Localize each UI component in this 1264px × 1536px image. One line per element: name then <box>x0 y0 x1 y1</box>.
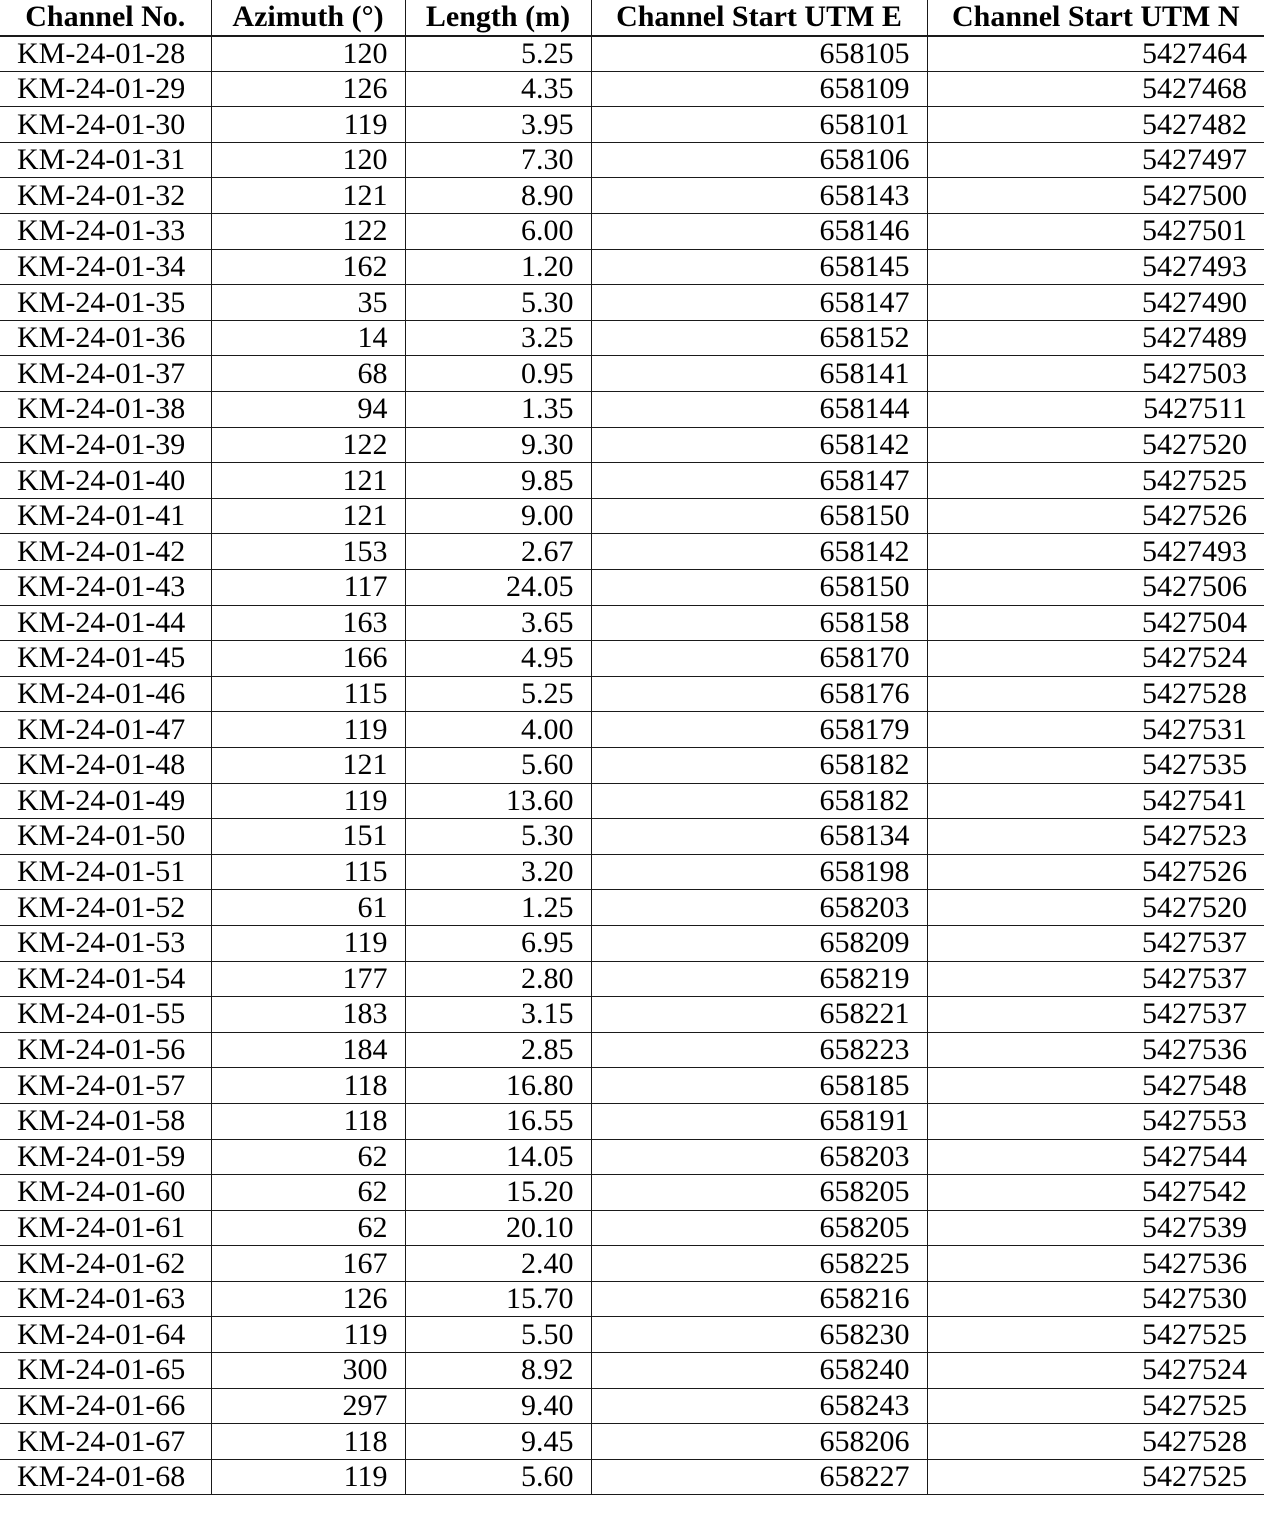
cell-azimuth: 153 <box>211 534 405 570</box>
cell-length: 16.80 <box>405 1068 591 1104</box>
header-utm-e: Channel Start UTM E <box>591 0 927 36</box>
cell-azimuth: 120 <box>211 142 405 178</box>
cell-length: 1.35 <box>405 392 591 428</box>
cell-azimuth: 119 <box>211 107 405 143</box>
table-row <box>0 249 1264 285</box>
cell-utm-e: 658198 <box>591 854 927 890</box>
cell-azimuth: 62 <box>211 1175 405 1211</box>
cell-utm-n: 5427548 <box>927 1068 1264 1104</box>
cell-channel-no: KM-24-01-47 <box>0 712 211 748</box>
cell-azimuth: 119 <box>211 1317 405 1353</box>
table-row <box>0 1139 1264 1175</box>
cell-channel-no: KM-24-01-46 <box>0 676 211 712</box>
cell-utm-n: 5427525 <box>927 463 1264 499</box>
cell-utm-e: 658221 <box>591 997 927 1033</box>
cell-length: 2.80 <box>405 961 591 997</box>
cell-length: 3.65 <box>405 605 591 641</box>
cell-utm-e: 658179 <box>591 712 927 748</box>
cell-length: 0.95 <box>405 356 591 392</box>
cell-utm-n: 5427490 <box>927 285 1264 321</box>
cell-length: 9.45 <box>405 1424 591 1460</box>
cell-utm-n: 5427531 <box>927 712 1264 748</box>
cell-utm-e: 658147 <box>591 463 927 499</box>
table-row <box>0 107 1264 143</box>
table-row <box>0 214 1264 250</box>
cell-channel-no: KM-24-01-44 <box>0 605 211 641</box>
table-row <box>0 890 1264 926</box>
cell-utm-n: 5427544 <box>927 1139 1264 1175</box>
cell-utm-n: 5427493 <box>927 249 1264 285</box>
cell-azimuth: 117 <box>211 570 405 606</box>
cell-azimuth: 119 <box>211 925 405 961</box>
cell-utm-n: 5427537 <box>927 997 1264 1033</box>
table-row <box>0 1353 1264 1389</box>
table-row <box>0 1246 1264 1282</box>
cell-channel-no: KM-24-01-51 <box>0 854 211 890</box>
table-body <box>0 36 1264 1495</box>
cell-azimuth: 62 <box>211 1139 405 1175</box>
cell-utm-n: 5427524 <box>927 1353 1264 1389</box>
cell-utm-e: 658225 <box>591 1246 927 1282</box>
cell-channel-no: KM-24-01-34 <box>0 249 211 285</box>
cell-channel-no: KM-24-01-41 <box>0 498 211 534</box>
cell-utm-e: 658206 <box>591 1424 927 1460</box>
cell-azimuth: 126 <box>211 1281 405 1317</box>
cell-channel-no: KM-24-01-55 <box>0 997 211 1033</box>
cell-utm-e: 658205 <box>591 1175 927 1211</box>
cell-utm-n: 5427520 <box>927 427 1264 463</box>
table-row <box>0 997 1264 1033</box>
cell-azimuth: 14 <box>211 320 405 356</box>
cell-length: 15.70 <box>405 1281 591 1317</box>
cell-channel-no: KM-24-01-38 <box>0 392 211 428</box>
cell-utm-n: 5427489 <box>927 320 1264 356</box>
table-row <box>0 463 1264 499</box>
cell-channel-no: KM-24-01-31 <box>0 142 211 178</box>
cell-channel-no: KM-24-01-65 <box>0 1353 211 1389</box>
cell-length: 2.40 <box>405 1246 591 1282</box>
cell-azimuth: 115 <box>211 676 405 712</box>
table-row <box>0 392 1264 428</box>
cell-azimuth: 115 <box>211 854 405 890</box>
cell-utm-n: 5427536 <box>927 1246 1264 1282</box>
table-row <box>0 641 1264 677</box>
cell-utm-n: 5427553 <box>927 1103 1264 1139</box>
cell-length: 3.20 <box>405 854 591 890</box>
cell-length: 5.60 <box>405 1459 591 1495</box>
cell-utm-e: 658203 <box>591 1139 927 1175</box>
cell-utm-n: 5427537 <box>927 961 1264 997</box>
cell-length: 15.20 <box>405 1175 591 1211</box>
header-row <box>0 0 1264 36</box>
cell-utm-e: 658145 <box>591 249 927 285</box>
cell-utm-n: 5427524 <box>927 641 1264 677</box>
cell-utm-e: 658227 <box>591 1459 927 1495</box>
cell-azimuth: 68 <box>211 356 405 392</box>
cell-channel-no: KM-24-01-49 <box>0 783 211 819</box>
cell-azimuth: 62 <box>211 1210 405 1246</box>
cell-utm-n: 5427468 <box>927 71 1264 107</box>
cell-channel-no: KM-24-01-57 <box>0 1068 211 1104</box>
cell-utm-n: 5427542 <box>927 1175 1264 1211</box>
cell-channel-no: KM-24-01-64 <box>0 1317 211 1353</box>
table-row <box>0 676 1264 712</box>
cell-azimuth: 151 <box>211 819 405 855</box>
cell-utm-e: 658243 <box>591 1388 927 1424</box>
cell-utm-n: 5427530 <box>927 1281 1264 1317</box>
cell-channel-no: KM-24-01-66 <box>0 1388 211 1424</box>
cell-length: 4.95 <box>405 641 591 677</box>
table-row <box>0 1317 1264 1353</box>
cell-utm-e: 658205 <box>591 1210 927 1246</box>
cell-azimuth: 121 <box>211 178 405 214</box>
cell-utm-n: 5427525 <box>927 1388 1264 1424</box>
cell-channel-no: KM-24-01-67 <box>0 1424 211 1460</box>
table-row <box>0 36 1264 72</box>
cell-utm-e: 658170 <box>591 641 927 677</box>
table-row <box>0 498 1264 534</box>
cell-length: 24.05 <box>405 570 591 606</box>
cell-azimuth: 121 <box>211 498 405 534</box>
table-row <box>0 1281 1264 1317</box>
cell-utm-n: 5427528 <box>927 1424 1264 1460</box>
cell-utm-e: 658142 <box>591 427 927 463</box>
cell-channel-no: KM-24-01-53 <box>0 925 211 961</box>
cell-utm-e: 658147 <box>591 285 927 321</box>
table-row <box>0 427 1264 463</box>
table-row <box>0 534 1264 570</box>
cell-utm-e: 658219 <box>591 961 927 997</box>
cell-azimuth: 122 <box>211 214 405 250</box>
cell-length: 5.25 <box>405 676 591 712</box>
cell-length: 9.30 <box>405 427 591 463</box>
cell-utm-e: 658143 <box>591 178 927 214</box>
table-row <box>0 142 1264 178</box>
cell-utm-e: 658144 <box>591 392 927 428</box>
table-row <box>0 712 1264 748</box>
cell-length: 5.30 <box>405 819 591 855</box>
table-row <box>0 356 1264 392</box>
cell-length: 13.60 <box>405 783 591 819</box>
cell-utm-e: 658142 <box>591 534 927 570</box>
cell-azimuth: 122 <box>211 427 405 463</box>
cell-azimuth: 183 <box>211 997 405 1033</box>
cell-azimuth: 162 <box>211 249 405 285</box>
table-row <box>0 605 1264 641</box>
table-row <box>0 178 1264 214</box>
cell-utm-e: 658134 <box>591 819 927 855</box>
header-utm-n: Channel Start UTM N <box>927 0 1264 36</box>
cell-channel-no: KM-24-01-59 <box>0 1139 211 1175</box>
table-row <box>0 925 1264 961</box>
cell-utm-n: 5427537 <box>927 925 1264 961</box>
cell-azimuth: 119 <box>211 712 405 748</box>
cell-utm-n: 5427503 <box>927 356 1264 392</box>
table-row <box>0 747 1264 783</box>
cell-utm-n: 5427493 <box>927 534 1264 570</box>
cell-channel-no: KM-24-01-33 <box>0 214 211 250</box>
cell-channel-no: KM-24-01-37 <box>0 356 211 392</box>
cell-azimuth: 121 <box>211 463 405 499</box>
cell-length: 6.00 <box>405 214 591 250</box>
cell-length: 3.15 <box>405 997 591 1033</box>
cell-utm-n: 5427511 <box>927 392 1264 428</box>
cell-utm-n: 5427500 <box>927 178 1264 214</box>
cell-azimuth: 163 <box>211 605 405 641</box>
cell-azimuth: 118 <box>211 1424 405 1460</box>
table-row <box>0 783 1264 819</box>
cell-utm-e: 658230 <box>591 1317 927 1353</box>
cell-length: 2.67 <box>405 534 591 570</box>
header-azimuth: Azimuth (°) <box>211 0 405 36</box>
cell-channel-no: KM-24-01-60 <box>0 1175 211 1211</box>
table-row <box>0 1388 1264 1424</box>
cell-length: 5.50 <box>405 1317 591 1353</box>
table-row <box>0 854 1264 890</box>
cell-utm-n: 5427482 <box>927 107 1264 143</box>
cell-utm-e: 658240 <box>591 1353 927 1389</box>
cell-azimuth: 121 <box>211 747 405 783</box>
cell-length: 9.00 <box>405 498 591 534</box>
cell-length: 2.85 <box>405 1032 591 1068</box>
cell-azimuth: 167 <box>211 1246 405 1282</box>
cell-length: 5.30 <box>405 285 591 321</box>
cell-utm-e: 658203 <box>591 890 927 926</box>
cell-channel-no: KM-24-01-48 <box>0 747 211 783</box>
cell-utm-n: 5427528 <box>927 676 1264 712</box>
cell-utm-e: 658101 <box>591 107 927 143</box>
cell-utm-n: 5427539 <box>927 1210 1264 1246</box>
cell-utm-n: 5427497 <box>927 142 1264 178</box>
cell-azimuth: 118 <box>211 1068 405 1104</box>
cell-utm-e: 658109 <box>591 71 927 107</box>
cell-channel-no: KM-24-01-45 <box>0 641 211 677</box>
header-channel-no: Channel No. <box>0 0 211 36</box>
table-row <box>0 285 1264 321</box>
cell-azimuth: 61 <box>211 890 405 926</box>
table-row <box>0 1103 1264 1139</box>
cell-length: 3.25 <box>405 320 591 356</box>
cell-channel-no: KM-24-01-29 <box>0 71 211 107</box>
cell-utm-n: 5427526 <box>927 854 1264 890</box>
table-row <box>0 1032 1264 1068</box>
cell-length: 9.85 <box>405 463 591 499</box>
cell-utm-n: 5427541 <box>927 783 1264 819</box>
cell-length: 8.92 <box>405 1353 591 1389</box>
cell-utm-e: 658141 <box>591 356 927 392</box>
cell-utm-n: 5427536 <box>927 1032 1264 1068</box>
cell-channel-no: KM-24-01-50 <box>0 819 211 855</box>
cell-utm-n: 5427520 <box>927 890 1264 926</box>
cell-utm-e: 658191 <box>591 1103 927 1139</box>
cell-azimuth: 119 <box>211 1459 405 1495</box>
cell-channel-no: KM-24-01-62 <box>0 1246 211 1282</box>
cell-utm-e: 658146 <box>591 214 927 250</box>
cell-azimuth: 184 <box>211 1032 405 1068</box>
cell-channel-no: KM-24-01-42 <box>0 534 211 570</box>
cell-channel-no: KM-24-01-35 <box>0 285 211 321</box>
table-row <box>0 819 1264 855</box>
cell-utm-n: 5427464 <box>927 36 1264 72</box>
cell-utm-e: 658223 <box>591 1032 927 1068</box>
cell-utm-e: 658152 <box>591 320 927 356</box>
cell-utm-e: 658150 <box>591 570 927 606</box>
cell-channel-no: KM-24-01-63 <box>0 1281 211 1317</box>
table-row <box>0 1459 1264 1495</box>
table-row <box>0 1424 1264 1460</box>
table-row <box>0 1175 1264 1211</box>
cell-azimuth: 297 <box>211 1388 405 1424</box>
cell-utm-e: 658185 <box>591 1068 927 1104</box>
cell-utm-e: 658158 <box>591 605 927 641</box>
cell-channel-no: KM-24-01-28 <box>0 36 211 72</box>
cell-length: 16.55 <box>405 1103 591 1139</box>
cell-azimuth: 166 <box>211 641 405 677</box>
table-header <box>0 0 1264 36</box>
cell-channel-no: KM-24-01-32 <box>0 178 211 214</box>
cell-length: 4.35 <box>405 71 591 107</box>
cell-channel-no: KM-24-01-52 <box>0 890 211 926</box>
cell-azimuth: 119 <box>211 783 405 819</box>
cell-length: 5.25 <box>405 36 591 72</box>
cell-utm-e: 658216 <box>591 1281 927 1317</box>
table-row <box>0 1210 1264 1246</box>
cell-azimuth: 94 <box>211 392 405 428</box>
cell-utm-e: 658182 <box>591 783 927 819</box>
cell-utm-n: 5427523 <box>927 819 1264 855</box>
cell-length: 8.90 <box>405 178 591 214</box>
header-length: Length (m) <box>405 0 591 36</box>
table-row <box>0 570 1264 606</box>
cell-utm-e: 658105 <box>591 36 927 72</box>
cell-channel-no: KM-24-01-40 <box>0 463 211 499</box>
cell-channel-no: KM-24-01-56 <box>0 1032 211 1068</box>
cell-azimuth: 118 <box>211 1103 405 1139</box>
cell-utm-n: 5427525 <box>927 1459 1264 1495</box>
table-row <box>0 1068 1264 1104</box>
cell-utm-e: 658176 <box>591 676 927 712</box>
cell-length: 6.95 <box>405 925 591 961</box>
cell-channel-no: KM-24-01-61 <box>0 1210 211 1246</box>
table-row <box>0 320 1264 356</box>
cell-length: 1.25 <box>405 890 591 926</box>
cell-length: 20.10 <box>405 1210 591 1246</box>
table-row <box>0 71 1264 107</box>
cell-azimuth: 126 <box>211 71 405 107</box>
cell-utm-n: 5427526 <box>927 498 1264 534</box>
cell-azimuth: 120 <box>211 36 405 72</box>
cell-channel-no: KM-24-01-30 <box>0 107 211 143</box>
cell-channel-no: KM-24-01-36 <box>0 320 211 356</box>
cell-azimuth: 35 <box>211 285 405 321</box>
cell-channel-no: KM-24-01-54 <box>0 961 211 997</box>
cell-length: 7.30 <box>405 142 591 178</box>
table-row <box>0 961 1264 997</box>
cell-channel-no: KM-24-01-58 <box>0 1103 211 1139</box>
cell-length: 4.00 <box>405 712 591 748</box>
cell-utm-e: 658150 <box>591 498 927 534</box>
cell-channel-no: KM-24-01-39 <box>0 427 211 463</box>
cell-utm-n: 5427525 <box>927 1317 1264 1353</box>
cell-channel-no: KM-24-01-68 <box>0 1459 211 1495</box>
cell-channel-no: KM-24-01-43 <box>0 570 211 606</box>
cell-length: 1.20 <box>405 249 591 285</box>
cell-length: 14.05 <box>405 1139 591 1175</box>
cell-utm-n: 5427535 <box>927 747 1264 783</box>
cell-utm-n: 5427504 <box>927 605 1264 641</box>
cell-utm-e: 658209 <box>591 925 927 961</box>
cell-azimuth: 177 <box>211 961 405 997</box>
cell-utm-e: 658106 <box>591 142 927 178</box>
cell-length: 3.95 <box>405 107 591 143</box>
cell-length: 9.40 <box>405 1388 591 1424</box>
cell-azimuth: 300 <box>211 1353 405 1389</box>
cell-utm-n: 5427506 <box>927 570 1264 606</box>
cell-utm-n: 5427501 <box>927 214 1264 250</box>
cell-utm-e: 658182 <box>591 747 927 783</box>
cell-length: 5.60 <box>405 747 591 783</box>
